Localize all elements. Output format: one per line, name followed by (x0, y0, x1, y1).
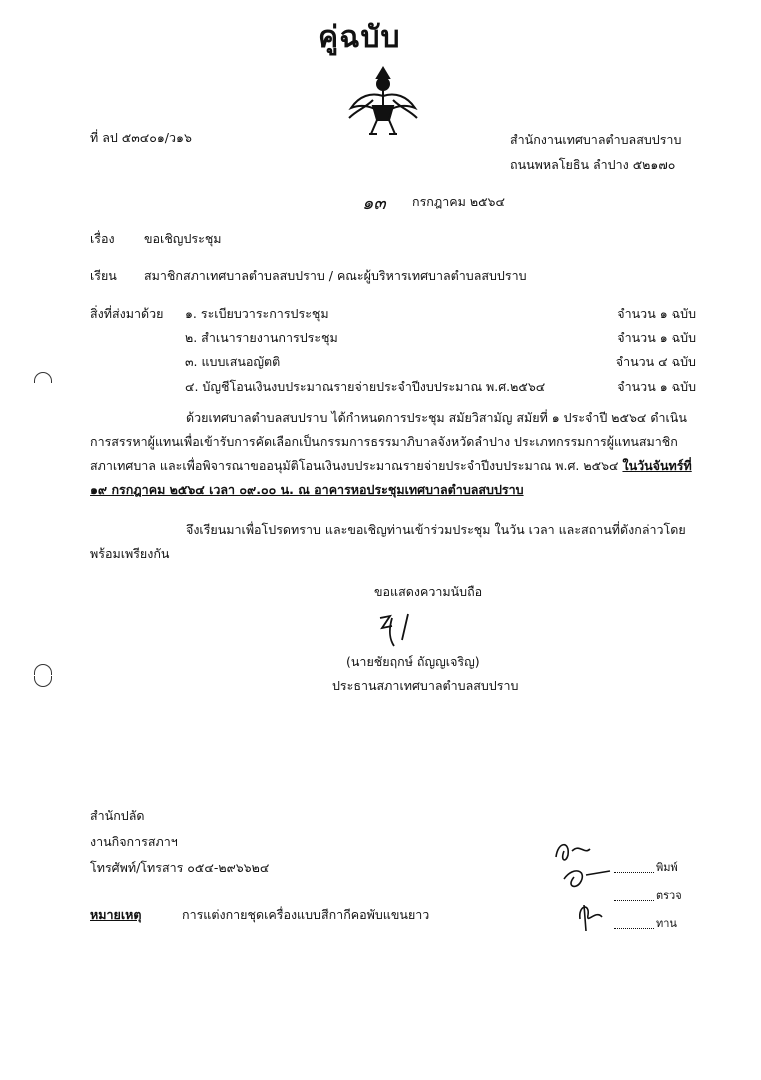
body-paragraph-2: จึงเรียนมาเพื่อโปรดทราบ และขอเชิญท่านเข้าร่วมประชุม ในวัน เวลา และสถานที่ดังกล่าวโดยพร้อมเพรียงกัน (90, 522, 686, 561)
subject-label: เรื่อง (90, 231, 115, 246)
punch-hole-mark (34, 676, 52, 687)
closing-text: ขอแสดงความนับถือ (374, 584, 483, 599)
enclosure-count: จำนวน ๔ ฉบับ (615, 354, 696, 369)
subject-text: ขอเชิญประชุม (144, 231, 222, 246)
enclosure-row (90, 304, 696, 326)
note-label: หมายเหตุ (90, 907, 142, 922)
initial-line (614, 900, 654, 901)
signer-title: ประธานสภาเทศบาลตำบลสบปราบ (332, 678, 519, 693)
department-name: สำนักปลัด (90, 808, 145, 823)
note-text: การแต่งกายชุดเครื่องแบบสีกากีคอพับแขนยาว (182, 907, 430, 922)
initial-label-reviewed: ทาน (656, 917, 677, 930)
date-month-year: กรกฎาคม ๒๕๖๔ (412, 194, 505, 209)
enclosure-count: จำนวน ๑ ฉบับ (617, 379, 696, 394)
signature-icon (372, 610, 432, 650)
to-label: เรียน (90, 268, 117, 283)
punch-hole-mark (34, 664, 52, 675)
initial-signatures-icon (550, 835, 640, 935)
signer-name: (นายชัยฤกษ์ ถัญญเจริญ) (346, 654, 480, 669)
enclosure-row (90, 328, 696, 350)
enclosure-count: จำนวน ๑ ฉบับ (617, 306, 696, 321)
body-paragraph-1-text: ด้วยเทศบาลตำบลสบปราบ ได้กำหนดการประชุม สมัยวิสามัญ สมัยที่ ๑ ประจำปี ๒๕๖๔ ดำเนินการสรรหาผู้แทนเพื่อเข้ารับการคัดเลือกเป็นกรรมการธรรมาภิบาลจังหวัดลำปาง ประเภทกรรมการผู้แทนสมาชิกสภาเทศบาล และเพื่อพิจารณาขออนุมัติโอนเงินงบประมาณรายจ่ายประจำปีงบประมาณ พ.ศ. ๒๕๖๔ (90, 410, 687, 473)
meeting-datetime: ในวันจันทร์ที่ ๑๙ กรกฎาคม ๒๕๖๔ เวลา ๐๙.๐๐ น. ณ อาคารหอประชุมเทศบาลตำบลสบปราบ (90, 458, 692, 497)
date-day: ๑๓ (362, 193, 386, 214)
enclosure-count: จำนวน ๑ ฉบับ (617, 330, 696, 345)
reference-number: ที่ ลป ๕๓๔๐๑/ว๑๖ (90, 130, 192, 145)
initial-label-checked: ตรวจ (656, 889, 682, 902)
enclosure-row (90, 352, 696, 374)
office-address: ถนนพหลโยธิน ลำปาง ๕๒๑๗๐ (510, 157, 676, 172)
enclosure-item: ๒. สำเนารายงานการประชุม (185, 330, 338, 345)
copy-stamp: คู่ฉบับ (318, 20, 401, 55)
initial-label-typed: พิมพ์ (656, 861, 678, 874)
section-name: งานกิจการสภาฯ (90, 834, 178, 849)
enclosure-item: ๓. แบบเสนอญัตติ (185, 354, 281, 369)
phone-fax: โทรศัพท์/โทรสาร ๐๕๔-๒๙๖๖๒๔ (90, 860, 270, 875)
enclosure-item: ๑. ระเบียบวาระการประชุม (185, 306, 329, 321)
office-name: สำนักงานเทศบาลตำบลสบปราบ (510, 132, 682, 147)
garuda-emblem-icon (343, 62, 423, 142)
enclosures-label: สิ่งที่ส่งมาด้วย (90, 306, 164, 321)
initial-line (614, 928, 654, 929)
to-text: สมาชิกสภาเทศบาลตำบลสบปราบ / คณะผู้บริหารเทศบาลตำบลสบปราบ (144, 268, 527, 283)
enclosure-item: ๔. บัญชีโอนเงินงบประมาณรายจ่ายประจำปีงบประมาณ พ.ศ.๒๕๖๔ (185, 379, 546, 394)
punch-hole-mark (34, 372, 52, 383)
initial-line (614, 872, 654, 873)
enclosure-row (90, 377, 696, 399)
body-paragraph-1 (90, 406, 696, 502)
